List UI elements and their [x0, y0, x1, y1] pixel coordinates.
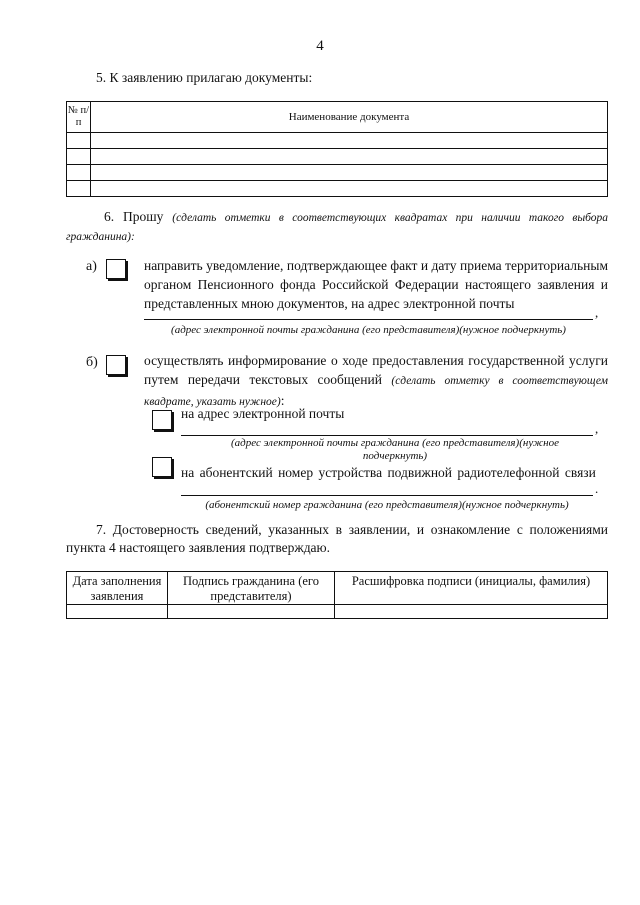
name-cell[interactable] [91, 165, 608, 181]
option-a-email-line[interactable] [144, 318, 593, 320]
documents-table [66, 101, 608, 197]
option-b-instruction: (сделать отметку в соответствующем квадрате, указать нужное) [144, 375, 609, 408]
table-row [67, 149, 608, 165]
sub-email-line-end: , [595, 421, 599, 436]
option-a-line-end: , [595, 305, 599, 320]
table-row [67, 165, 608, 181]
section-6-heading [66, 208, 608, 246]
option-a-checkbox[interactable] [106, 259, 126, 279]
sub-phone-checkbox[interactable] [152, 457, 172, 477]
sub-phone-line[interactable] [181, 494, 593, 496]
num-cell[interactable] [67, 149, 91, 165]
num-cell[interactable] [67, 165, 91, 181]
date-cell[interactable] [67, 605, 168, 619]
name-cell[interactable] [91, 181, 608, 197]
option-b-text-end: : [280, 393, 285, 408]
sub-email-caption: (адрес электронной почты гражданина (его представителя)(нужное подчеркнуть) [230, 437, 559, 462]
decryption-cell[interactable] [335, 605, 608, 619]
page-number: 4 [316, 38, 324, 54]
signature-table [66, 571, 608, 619]
sub-email-text: на адрес электронной почты [181, 406, 345, 421]
col-decryption-header: Расшифровка подписи (инициалы, фамилия) [335, 572, 608, 605]
signature-table-header [67, 572, 608, 605]
section-6-lead: 6. Прошу [104, 209, 173, 224]
name-cell[interactable] [91, 149, 608, 165]
documents-table-header [67, 102, 608, 133]
sub-email-line[interactable] [181, 434, 593, 436]
option-b-label: б) [86, 355, 98, 370]
col-signature-header: Подпись гражданина (его представителя) [168, 572, 335, 605]
option-a-label: а) [86, 259, 97, 274]
option-b-text [144, 351, 608, 412]
table-row [67, 133, 608, 149]
num-cell[interactable] [67, 133, 91, 149]
sub-email-checkbox[interactable] [152, 410, 172, 430]
section-6-instruction: (сделать отметки в соответствующих квадратах при наличии такого выбора гражданина): [66, 212, 608, 243]
name-cell[interactable] [91, 133, 608, 149]
table-row [67, 181, 608, 197]
section-5-heading: 5. К заявлению прилагаю документы: [96, 70, 313, 85]
num-cell[interactable] [67, 181, 91, 197]
option-a-text: направить уведомление, подтверждающее факт и дату приема территориальным органом Пенсионного фонда Российской Федерации настоящего заявления и представленных мною документов, на адрес электронной почты [144, 258, 608, 311]
option-b-checkbox[interactable] [106, 355, 126, 375]
sub-phone-caption: (абонентский номер гражданина (его представителя)(нужное подчеркнуть) [205, 499, 569, 511]
col-name-header: Наименование документа [91, 102, 608, 133]
signature-cell[interactable] [168, 605, 335, 619]
col-num-header: № п/п [67, 102, 91, 133]
sub-phone-text: на абонентский номер устройства подвижной радиотелефонной связи [181, 465, 596, 480]
section-7-text: 7. Достоверность сведений, указанных в заявлении, и ознакомление с положениями пункта 4 настоящего заявления подтверждаю. [66, 522, 608, 555]
table-row [67, 605, 608, 619]
sub-phone-line-end: . [595, 481, 599, 496]
option-a-caption: (адрес электронной почты гражданина (его представителя)(нужное подчеркнуть) [171, 324, 566, 336]
option-b-text-main: осуществлять информирование о ходе предоставления государственной услуги путем передачи текстовых сообщений [144, 353, 608, 387]
col-date-header: Дата заполнения заявления [67, 572, 168, 605]
